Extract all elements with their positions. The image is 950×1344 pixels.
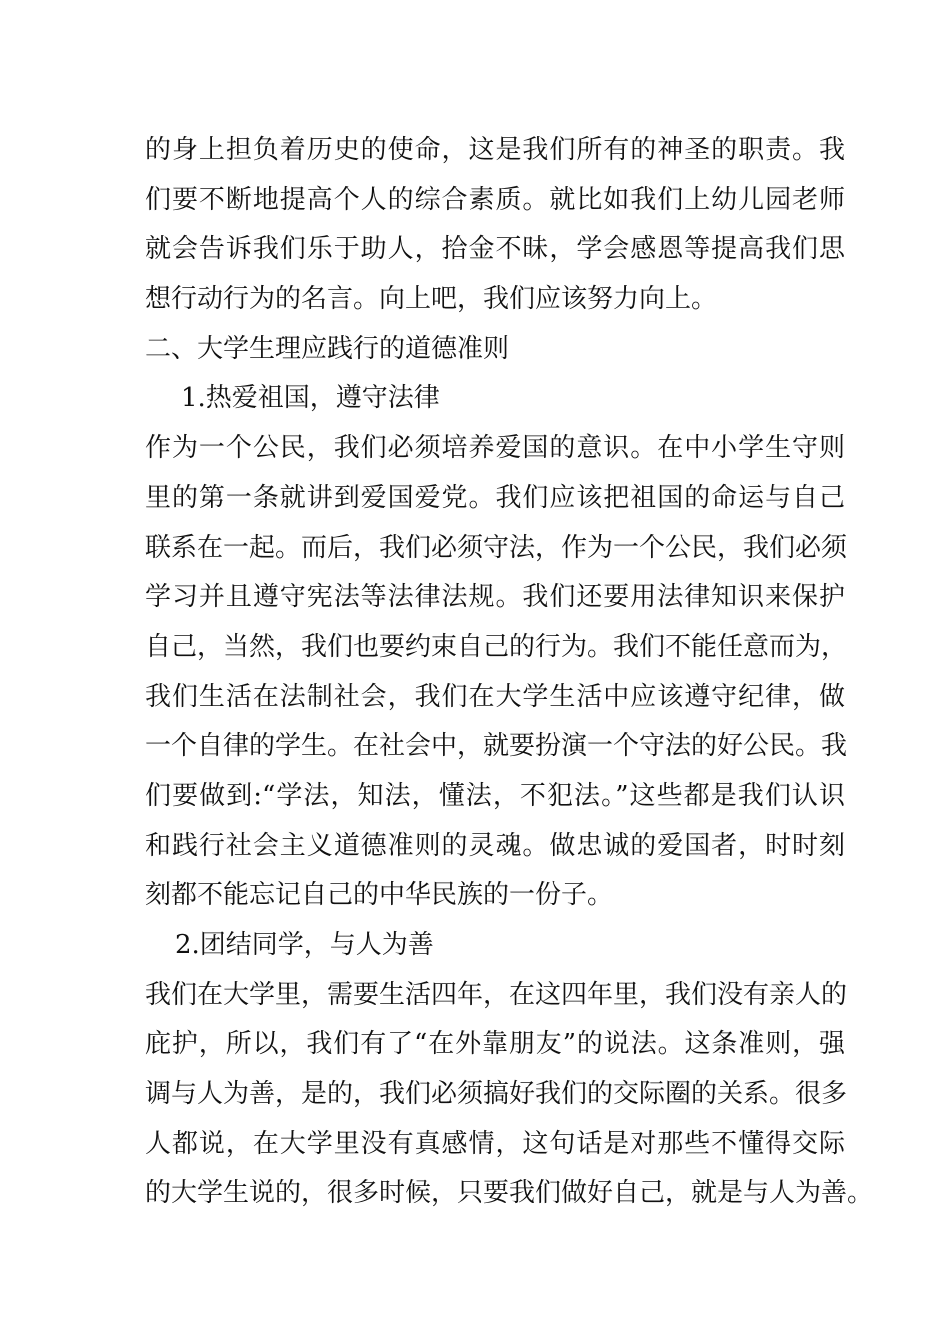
paragraph-line: 自己，当然，我们也要约束自己的行为。我们不能任意而为， — [145, 631, 848, 662]
paragraph-line: 的身上担负着历史的使命，这是我们所有的神圣的职责。我 — [145, 135, 845, 165]
paragraph-line: 庇护，所以，我们有了“在外靠朋友”的说法。这条准则，强 — [145, 1029, 845, 1060]
paragraph-line: 想行动行为的名言。向上吧，我们应该努力向上。 — [145, 284, 718, 315]
section-heading: 二、大学生理应践行的道德准则 — [145, 333, 510, 364]
paragraph-line: 学习并且遵守宪法等法律法规。我们还要用法律知识来保护 — [145, 582, 845, 613]
paragraph-line: 刻都不能忘记自己的中华民族的一份子。 — [145, 880, 614, 911]
paragraph-line: 和践行社会主义道德准则的灵魂。做忠诚的爱国者，时时刻 — [145, 830, 845, 861]
paragraph-line: 人都说，在大学里没有真感情，这句话是对那些不懂得交际 — [145, 1128, 845, 1159]
paragraph-line: 们要做到:“学法，知法，懂法，不犯法。”这些都是我们认识 — [145, 780, 845, 811]
subsection-heading: 1.热爱祖国，遵守法律 — [181, 383, 440, 414]
paragraph-line: 作为一个公民，我们必须培养爱国的意识。在中小学生守则 — [145, 433, 845, 464]
paragraph-line: 里的第一条就讲到爱国爱党。我们应该把祖国的命运与自己 — [145, 482, 845, 513]
paragraph-line: 联系在一起。而后，我们必须守法，作为一个公民，我们必须 — [145, 532, 848, 563]
paragraph-line: 一个自律的学生。在社会中，就要扮演一个守法的好公民。我 — [145, 731, 848, 762]
paragraph-line: 我们在大学里，需要生活四年，在这四年里，我们没有亲人的 — [145, 979, 848, 1010]
document-body — [145, 126, 874, 1219]
paragraph-line: 我们生活在法制社会，我们在大学生活中应该遵守纪律，做 — [145, 681, 845, 712]
subsection-heading: 2.团结同学，与人为善 — [175, 930, 434, 960]
paragraph-line: 的大学生说的，很多时候，只要我们做好自己，就是与人为善。 — [145, 1178, 874, 1209]
paragraph-line: 们要不断地提高个人的综合素质。就比如我们上幼儿园老师 — [145, 184, 845, 215]
paragraph-line: 调与人为善，是的，我们必须搞好我们的交际圈的关系。很多 — [145, 1079, 848, 1110]
paragraph-line: 就会告诉我们乐于助人，拾金不昧，学会感恩等提高我们思 — [145, 234, 845, 265]
